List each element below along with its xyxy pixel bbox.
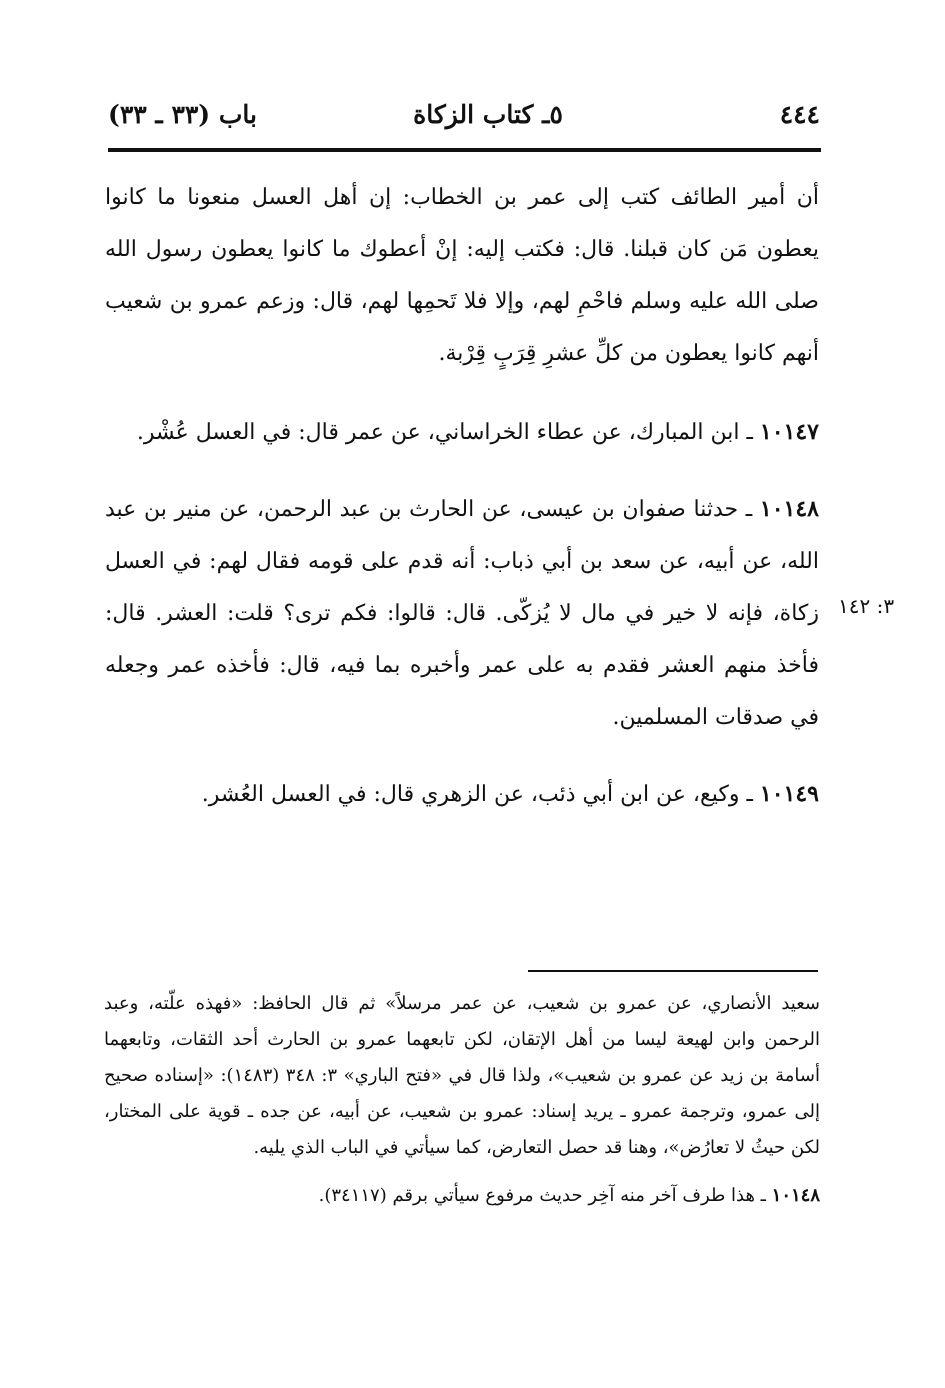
hadith-number: ١٠١٤٧: [759, 419, 819, 445]
hadith-paragraph: [105, 172, 819, 380]
paragraph-text: ـ ابن المبارك، عن عطاء الخراساني، عن عمر قال: في العسل عُشْر.: [136, 420, 760, 445]
chapter-reference: باب (٣٣ ـ ٣٣): [108, 100, 257, 129]
paragraph-text: ـ وكيع، عن ابن أبي ذئب، عن الزهري قال: في العسل العُشر.: [201, 782, 760, 807]
header-divider: [108, 148, 821, 152]
main-text: [105, 172, 819, 845]
footnote-divider: [528, 970, 818, 972]
paragraph-text: ـ حدثنا صفوان بن عيسى، عن الحارث بن عبد الرحمن، عن منير بن عبد الله، عن أبيه، عن سعد بن أبي ذباب: أنه قدم على قومه فقال لهم: في العسل زكاة، فإنه لا خير في مال لا يُزكّى. قال: قالوا: فكم ترى؟ قلت: العشر. قال: فأخذ منهم العشر فقدم به على عمر وأخبره بما فيه، قال: فأخذه عمر وجعله في صدقات المسلمين.: [105, 497, 819, 730]
footnote-text: سعيد الأنصاري، عن عمرو بن شعيب، عن عمر مرسلاً» ثم قال الحافظ: «فهذه علّته، وعبد الرحمن وابن لهيعة ليسا من أهل الإتقان، لكن تابعهما عمرو بن الحارث أحد الثقات، وتابعهما أسامة بن زيد عن عمرو بن شعيب»، ولذا قال في «فتح الباري» ٣: ٣٤٨ (١٤٨٣): «إسناده صحيح إلى عمرو، وترجمة عمرو ـ يريد إسناد: عمرو بن شعيب، عن أبيه، عن جده ـ قوية على المختار، لكن حيثُ لا تعارُض»، وهنا قد حصل التعارض، كما سيأتي في الباب الذي يليه.: [104, 993, 820, 1158]
footnotes: [104, 986, 820, 1226]
page-header: [108, 100, 820, 142]
footnote-number: ١٠١٤٨: [771, 1185, 820, 1206]
footnote-text: ـ هذا طرف آخر منه آخِر حديث مرفوع سيأتي برقم (٣٤١١٧).: [318, 1185, 772, 1206]
margin-reference: ٣: ١٤٢: [838, 594, 895, 618]
hadith-paragraph: [105, 406, 819, 459]
book-title: ٥ـ كتاب الزكاة: [413, 100, 563, 129]
hadith-paragraph: [105, 483, 819, 744]
footnote-paragraph: [104, 1178, 820, 1214]
hadith-number: ١٠١٤٨: [759, 496, 819, 522]
page-number: ٤٤٤: [779, 100, 820, 129]
hadith-number: ١٠١٤٩: [759, 781, 819, 807]
hadith-paragraph: [105, 768, 819, 821]
footnote-paragraph: [104, 986, 820, 1166]
paragraph-text: أن أمير الطائف كتب إلى عمر بن الخطاب: إن أهل العسل منعونا ما كانوا يعطون مَن كان قبلنا. قال: فكتب إليه: إنْ أعطوك ما كانوا يعطون رسول الله صلى الله عليه وسلم فاحْمِ لهم، وإلا فلا تَحمِها لهم، قال: وزعم عمرو بن شعيب أنهم كانوا يعطون من كلِّ عشرِ قِرَبٍ قِرْبة.: [105, 185, 819, 366]
